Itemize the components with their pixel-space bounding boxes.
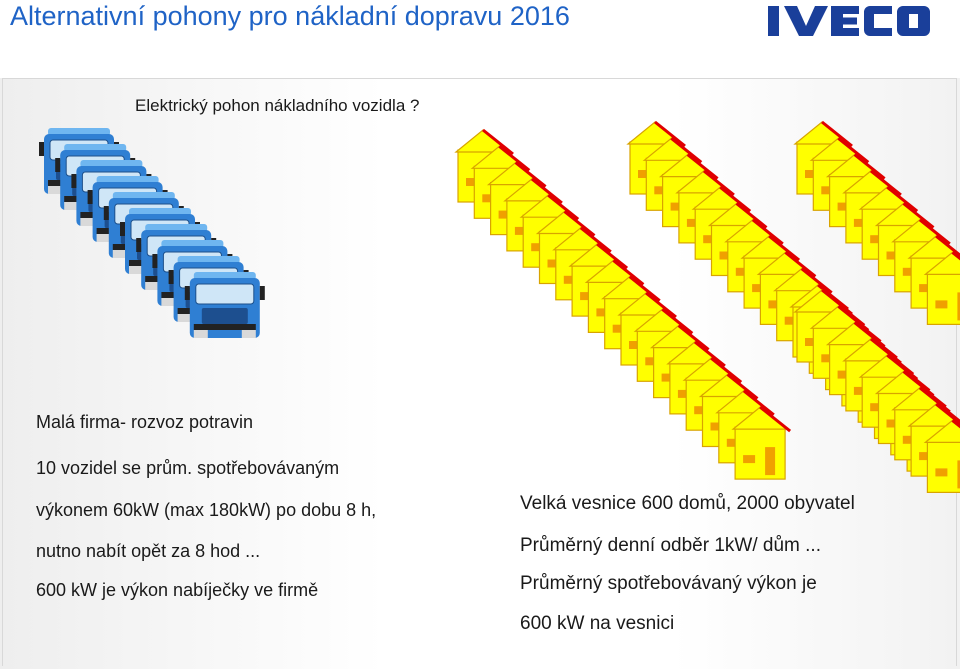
left-text-line-4: nutno nabít opět za 8 hod ... xyxy=(36,541,261,561)
left-text-line-2: 10 vozidel se prům. spotřebovávaným xyxy=(36,458,340,478)
right-text-line-3: Průměrný spotřebovávaný výkon je xyxy=(520,573,817,594)
left-text-line-5: 600 kW je výkon nabíječky ve firmě xyxy=(36,580,319,600)
right-text-line-2: Průměrný denní odběr 1kW/ dům ... xyxy=(520,535,821,556)
truck-fleet xyxy=(39,128,265,338)
left-text-line-1: Malá firma- rozvoz potravin xyxy=(36,412,254,432)
truck-icon xyxy=(185,272,265,338)
page-title: Alternativní pohony pro nákladní dopravu 2016 xyxy=(10,1,570,31)
left-text-line-3: výkonem 60kW (max 180kW) po dobu 8 h, xyxy=(36,500,377,520)
house-rows xyxy=(456,122,960,492)
right-text-line-1: Velká vesnice 600 domů, 2000 obyvatel xyxy=(520,493,855,514)
slide-question: Elektrický pohon nákladního vozidla ? xyxy=(135,96,420,115)
right-text-line-4: 600 kW na vesnici xyxy=(520,613,675,634)
